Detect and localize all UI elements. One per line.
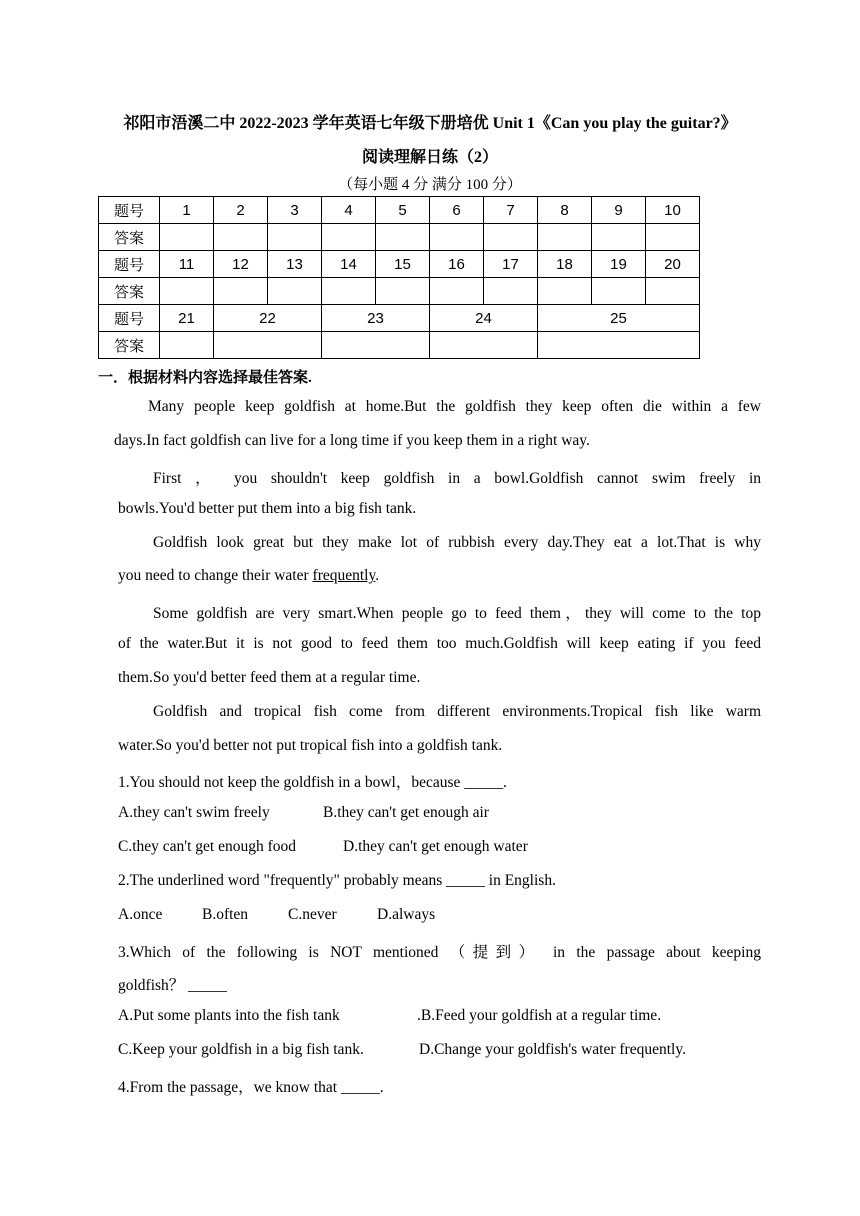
answer-cell[interactable] <box>592 278 646 305</box>
table-row <box>99 332 700 359</box>
passage-line: Some goldfish are very smart.When people go to feed them，they will come to the top <box>153 605 761 622</box>
row-label: 题号 <box>99 197 160 224</box>
question-number: 7 <box>484 197 538 224</box>
answer-cell[interactable] <box>538 332 700 359</box>
question-number: 25 <box>538 305 700 332</box>
question-number: 6 <box>430 197 484 224</box>
table-row <box>99 305 700 332</box>
passage-line: Goldfish and tropical fish come from different environments.Tropical fish like warm <box>153 703 761 720</box>
option-2b[interactable]: B.often <box>202 906 249 923</box>
question-number: 23 <box>322 305 430 332</box>
question-4: 4.From the passage，we know that _____. <box>118 1079 384 1096</box>
question-number: 18 <box>538 251 592 278</box>
passage-line: Goldfish look great but they make lot of rubbish every day.They eat a lot.That is why <box>153 534 761 551</box>
passage-line: of the water.But it is not good to feed them too much.Goldfish will keep eating if you feed <box>118 635 761 652</box>
passage-line: days.In fact goldfish can live for a long time if you keep them in a right way. <box>114 432 590 449</box>
option-2d[interactable]: D.always <box>377 906 436 923</box>
option-3c[interactable]: C.Keep your goldfish in a big fish tank. <box>118 1041 364 1058</box>
answer-cell[interactable] <box>214 332 322 359</box>
answer-cell[interactable] <box>268 224 322 251</box>
table-row <box>99 251 700 278</box>
scoring-note: （每小题 4 分 满分 100 分） <box>338 177 522 193</box>
row-label: 答案 <box>99 278 160 305</box>
question-number: 14 <box>322 251 376 278</box>
question-number: 20 <box>646 251 700 278</box>
question-number: 16 <box>430 251 484 278</box>
question-number: 13 <box>268 251 322 278</box>
question-number: 2 <box>214 197 268 224</box>
answer-cell[interactable] <box>538 224 592 251</box>
question-number: 8 <box>538 197 592 224</box>
question-3-cont: goldfish？ _____ <box>118 977 227 994</box>
question-number: 21 <box>160 305 214 332</box>
row-label: 题号 <box>99 305 160 332</box>
answer-cell[interactable] <box>268 278 322 305</box>
question-number: 1 <box>160 197 214 224</box>
question-number: 11 <box>160 251 214 278</box>
passage-line: Many people keep goldfish at home.But the goldfish they keep often die within a few <box>148 398 761 415</box>
question-1: 1.You should not keep the goldfish in a bowl，because _____. <box>118 774 507 791</box>
passage-text: you need to change their water <box>118 567 313 584</box>
question-number: 22 <box>214 305 322 332</box>
section-heading: 一．根据材料内容选择最佳答案. <box>98 370 312 386</box>
option-1a[interactable]: A.they can't swim freely <box>118 804 270 821</box>
row-label: 答案 <box>99 332 160 359</box>
page-title: 祁阳市浯溪二中 2022-2023 学年英语七年级下册培优 Unit 1《Can you play the guitar?》 <box>123 115 737 132</box>
passage-line <box>118 567 379 585</box>
answer-cell[interactable] <box>484 278 538 305</box>
passage-line: them.So you'd better feed them at a regular time. <box>118 669 421 686</box>
question-number: 5 <box>376 197 430 224</box>
table-row <box>99 224 700 251</box>
answer-cell[interactable] <box>646 278 700 305</box>
answer-table <box>98 196 700 359</box>
option-1c[interactable]: C.they can't get enough food <box>118 838 296 855</box>
option-2a[interactable]: A.once <box>118 906 163 923</box>
underlined-word: frequently <box>312 567 376 584</box>
answer-cell[interactable] <box>430 278 484 305</box>
table-row <box>99 197 700 224</box>
answer-cell[interactable] <box>430 332 538 359</box>
page-subtitle: 阅读理解日练（2） <box>361 149 498 166</box>
answer-cell[interactable] <box>538 278 592 305</box>
question-number: 4 <box>322 197 376 224</box>
question-number: 24 <box>430 305 538 332</box>
answer-cell[interactable] <box>322 278 376 305</box>
passage-line: First ， you shouldn't keep goldfish in a bowl.Goldfish cannot swim freely in <box>153 470 761 487</box>
row-label: 答案 <box>99 224 160 251</box>
question-number: 9 <box>592 197 646 224</box>
table-row <box>99 278 700 305</box>
answer-cell[interactable] <box>322 224 376 251</box>
question-number: 17 <box>484 251 538 278</box>
answer-cell[interactable] <box>646 224 700 251</box>
question-2: 2.The underlined word "frequently" probably means _____ in English. <box>118 872 556 889</box>
answer-cell[interactable] <box>214 224 268 251</box>
row-label: 题号 <box>99 251 160 278</box>
answer-cell[interactable] <box>484 224 538 251</box>
answer-cell[interactable] <box>214 278 268 305</box>
option-3d[interactable]: D.Change your goldfish's water frequently. <box>419 1041 686 1058</box>
option-1b[interactable]: B.they can't get enough air <box>323 804 489 821</box>
option-3a[interactable]: A.Put some plants into the fish tank <box>118 1007 340 1024</box>
answer-cell[interactable] <box>376 278 430 305</box>
passage-text: . <box>375 567 380 584</box>
answer-cell[interactable] <box>322 332 430 359</box>
option-1d[interactable]: D.they can't get enough water <box>343 838 528 855</box>
passage-line: water.So you'd better not put tropical fish into a goldfish tank. <box>118 737 503 754</box>
question-3: 3.Which of the following is NOT mentioned （提到） in the passage about keeping <box>118 944 761 961</box>
answer-cell[interactable] <box>376 224 430 251</box>
option-3b[interactable]: .B.Feed your goldfish at a regular time. <box>417 1007 662 1024</box>
question-number: 10 <box>646 197 700 224</box>
passage-line: bowls.You'd better put them into a big fish tank. <box>118 500 417 517</box>
answer-cell[interactable] <box>160 278 214 305</box>
question-number: 12 <box>214 251 268 278</box>
answer-cell[interactable] <box>160 332 214 359</box>
answer-cell[interactable] <box>430 224 484 251</box>
answer-cell[interactable] <box>592 224 646 251</box>
question-number: 15 <box>376 251 430 278</box>
answer-cell[interactable] <box>160 224 214 251</box>
question-number: 19 <box>592 251 646 278</box>
question-number: 3 <box>268 197 322 224</box>
option-2c[interactable]: C.never <box>288 906 337 923</box>
